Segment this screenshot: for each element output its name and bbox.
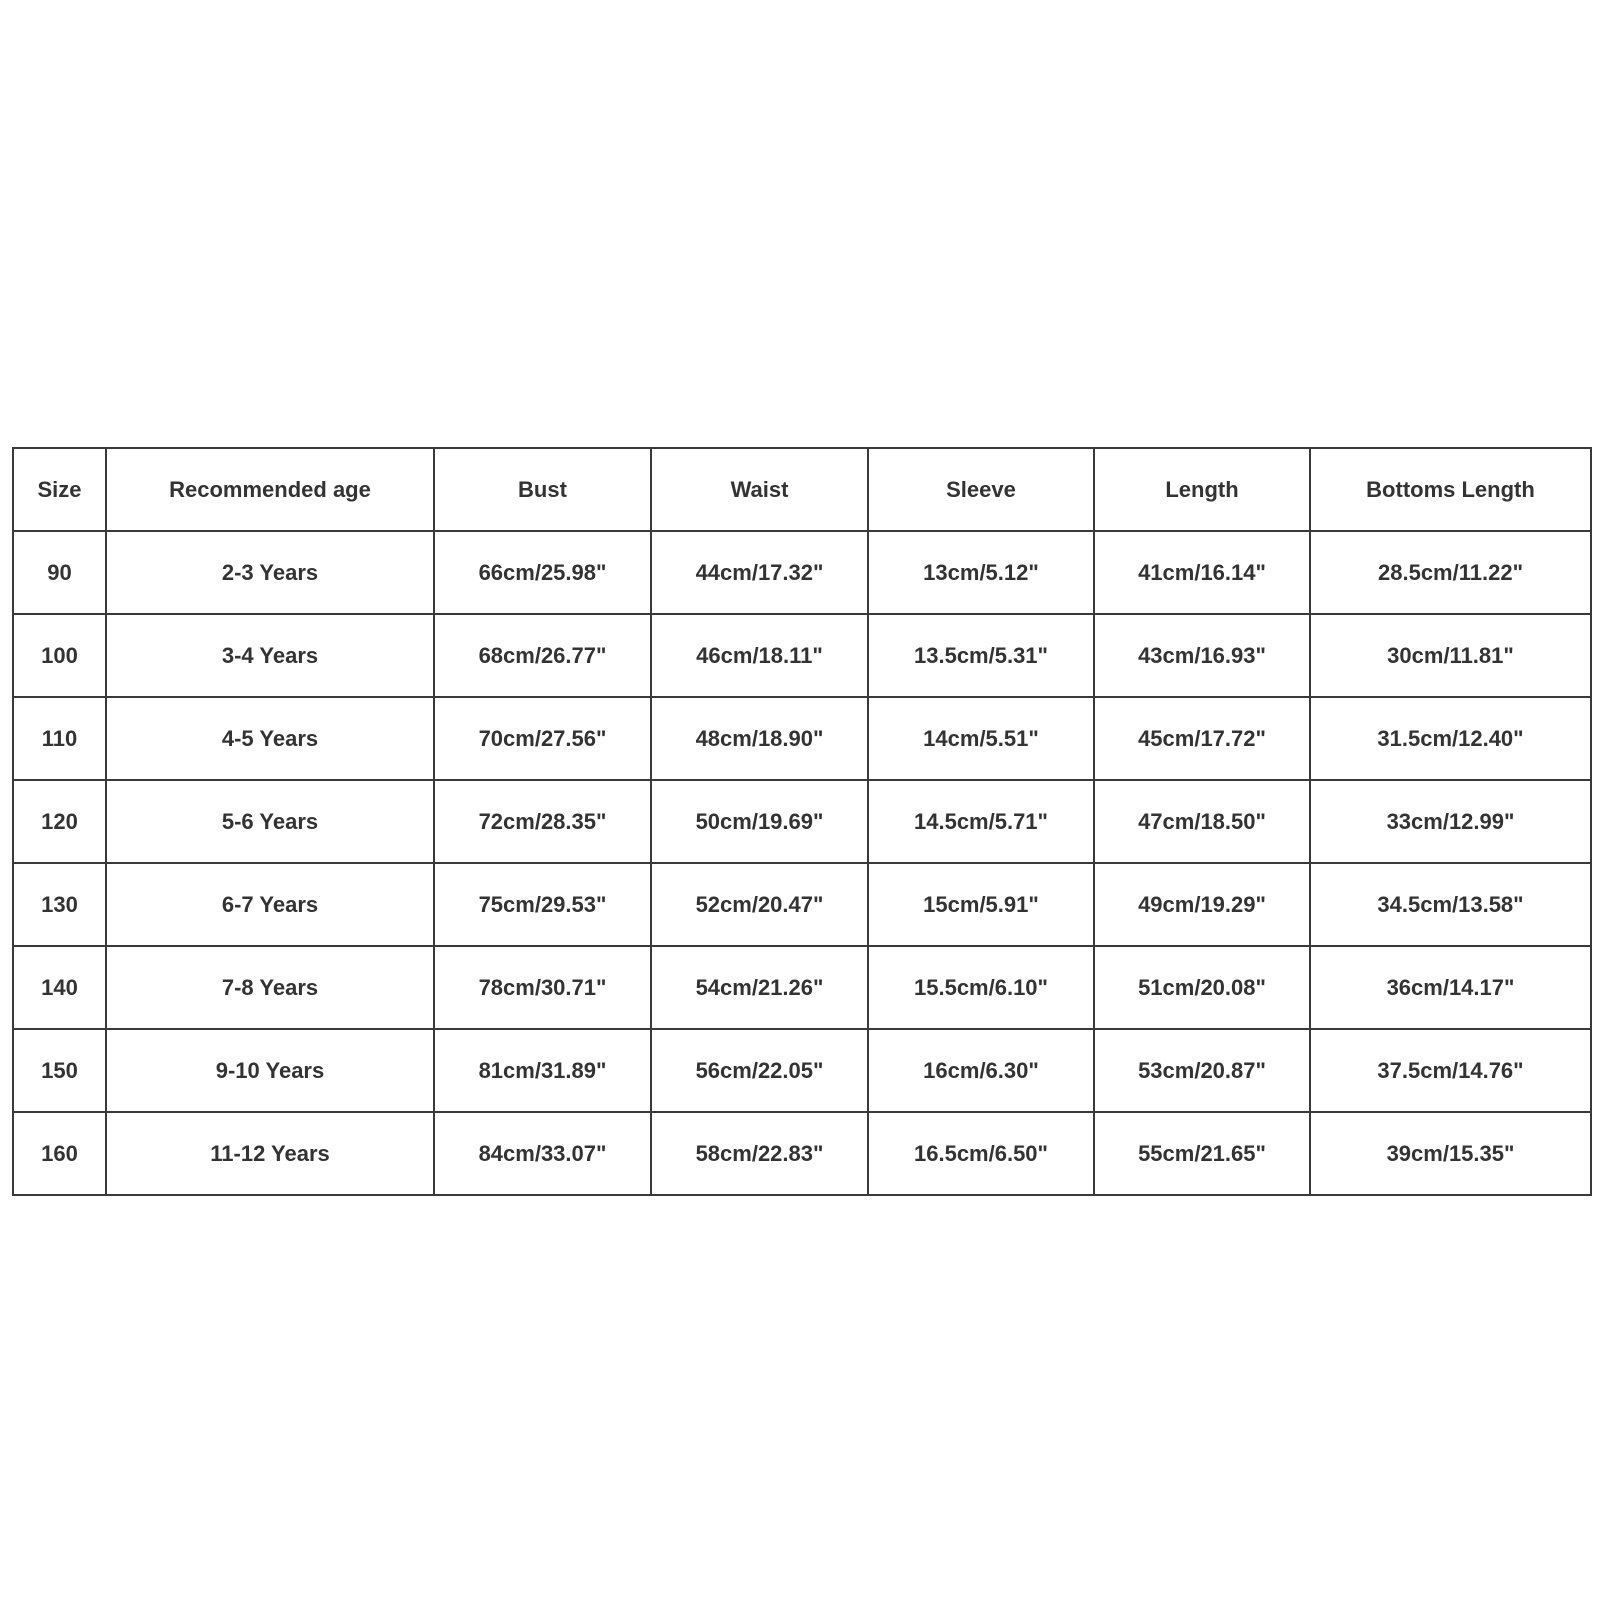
header-sleeve: Sleeve (868, 448, 1094, 531)
cell-waist: 48cm/18.90" (651, 697, 868, 780)
cell-sleeve: 15cm/5.91" (868, 863, 1094, 946)
table-row (13, 531, 1591, 614)
header-waist: Waist (651, 448, 868, 531)
header-row (13, 448, 1591, 531)
cell-sleeve: 15.5cm/6.10" (868, 946, 1094, 1029)
cell-length: 53cm/20.87" (1094, 1029, 1310, 1112)
cell-length: 55cm/21.65" (1094, 1112, 1310, 1195)
cell-bottoms-length: 37.5cm/14.76" (1310, 1029, 1591, 1112)
cell-sleeve: 13.5cm/5.31" (868, 614, 1094, 697)
cell-bust: 66cm/25.98" (434, 531, 651, 614)
header-length: Length (1094, 448, 1310, 531)
cell-bust: 72cm/28.35" (434, 780, 651, 863)
cell-bottoms-length: 34.5cm/13.58" (1310, 863, 1591, 946)
cell-recommended-age: 3-4 Years (106, 614, 434, 697)
cell-length: 49cm/19.29" (1094, 863, 1310, 946)
cell-bust: 70cm/27.56" (434, 697, 651, 780)
cell-recommended-age: 9-10 Years (106, 1029, 434, 1112)
cell-size: 140 (13, 946, 106, 1029)
cell-bottoms-length: 30cm/11.81" (1310, 614, 1591, 697)
cell-waist: 58cm/22.83" (651, 1112, 868, 1195)
cell-recommended-age: 11-12 Years (106, 1112, 434, 1195)
cell-size: 160 (13, 1112, 106, 1195)
table-row (13, 1029, 1591, 1112)
cell-waist: 54cm/21.26" (651, 946, 868, 1029)
cell-length: 45cm/17.72" (1094, 697, 1310, 780)
cell-recommended-age: 5-6 Years (106, 780, 434, 863)
table-row (13, 1112, 1591, 1195)
cell-bottoms-length: 39cm/15.35" (1310, 1112, 1591, 1195)
cell-sleeve: 16.5cm/6.50" (868, 1112, 1094, 1195)
cell-bottoms-length: 36cm/14.17" (1310, 946, 1591, 1029)
cell-bust: 75cm/29.53" (434, 863, 651, 946)
cell-size: 100 (13, 614, 106, 697)
cell-size: 150 (13, 1029, 106, 1112)
cell-bust: 84cm/33.07" (434, 1112, 651, 1195)
cell-recommended-age: 2-3 Years (106, 531, 434, 614)
cell-waist: 44cm/17.32" (651, 531, 868, 614)
table-row (13, 614, 1591, 697)
cell-size: 90 (13, 531, 106, 614)
cell-bottoms-length: 31.5cm/12.40" (1310, 697, 1591, 780)
header-bust: Bust (434, 448, 651, 531)
table-row (13, 780, 1591, 863)
cell-length: 43cm/16.93" (1094, 614, 1310, 697)
cell-sleeve: 14cm/5.51" (868, 697, 1094, 780)
table-row (13, 863, 1591, 946)
cell-sleeve: 14.5cm/5.71" (868, 780, 1094, 863)
cell-sleeve: 13cm/5.12" (868, 531, 1094, 614)
cell-sleeve: 16cm/6.30" (868, 1029, 1094, 1112)
cell-waist: 46cm/18.11" (651, 614, 868, 697)
cell-bottoms-length: 28.5cm/11.22" (1310, 531, 1591, 614)
cell-recommended-age: 7-8 Years (106, 946, 434, 1029)
cell-size: 130 (13, 863, 106, 946)
cell-recommended-age: 6-7 Years (106, 863, 434, 946)
cell-size: 120 (13, 780, 106, 863)
cell-bust: 68cm/26.77" (434, 614, 651, 697)
cell-waist: 56cm/22.05" (651, 1029, 868, 1112)
cell-length: 51cm/20.08" (1094, 946, 1310, 1029)
cell-bottoms-length: 33cm/12.99" (1310, 780, 1591, 863)
table-row (13, 946, 1591, 1029)
cell-bust: 81cm/31.89" (434, 1029, 651, 1112)
cell-waist: 52cm/20.47" (651, 863, 868, 946)
cell-length: 47cm/18.50" (1094, 780, 1310, 863)
header-size: Size (13, 448, 106, 531)
size-chart-table (12, 447, 1592, 1196)
header-bottoms-length: Bottoms Length (1310, 448, 1591, 531)
cell-bust: 78cm/30.71" (434, 946, 651, 1029)
table-row (13, 697, 1591, 780)
cell-recommended-age: 4-5 Years (106, 697, 434, 780)
cell-length: 41cm/16.14" (1094, 531, 1310, 614)
header-recommended-age: Recommended age (106, 448, 434, 531)
cell-size: 110 (13, 697, 106, 780)
cell-waist: 50cm/19.69" (651, 780, 868, 863)
